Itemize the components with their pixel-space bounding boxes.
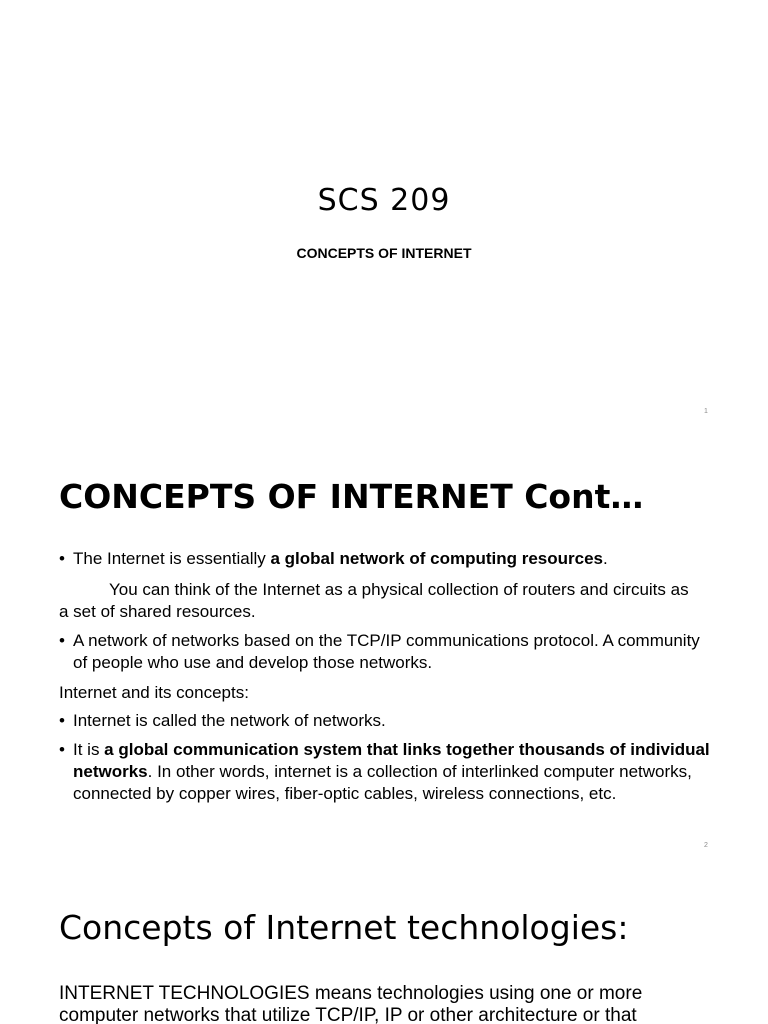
slide-3-body: INTERNET TECHNOLOGIES means technologies using one or more computer networks that utilize TCP/IP, IP or other architecture or that bbox=[59, 983, 643, 1024]
bullet-item-tcp-ip: • A network of networks based on the TCP/IP communications protocol. A community of people who use and develop those networks. bbox=[59, 630, 713, 674]
bullet-1-end: . bbox=[602, 549, 608, 568]
bullet-item-global-network bbox=[59, 548, 713, 570]
bullet-4-text: It is bbox=[73, 740, 105, 759]
slide-2-number: 2 bbox=[704, 842, 708, 849]
bullet-1-text: The Internet is essentially bbox=[73, 549, 271, 568]
paragraph-concepts-heading: Internet and its concepts: bbox=[59, 683, 249, 702]
slide-2-title: CONCEPTS OF INTERNET Cont… bbox=[59, 477, 644, 516]
bullet-4-bold-text: a global communication system that links together thousands of individual networks bbox=[73, 740, 710, 781]
slide-3 bbox=[0, 864, 768, 1024]
slide-1 bbox=[0, 0, 768, 432]
bullet-1-bold-text: a global network of computing resources bbox=[270, 549, 603, 568]
bullet-item-communication-system bbox=[59, 739, 713, 805]
slide-1-number: 1 bbox=[704, 408, 708, 415]
slide-1-subtitle: CONCEPTS OF INTERNET bbox=[296, 245, 472, 261]
bullet-item-network-of-networks: • Internet is called the network of networks. bbox=[59, 710, 713, 732]
paragraph-routers: You can think of the Internet as a physical collection of routers and circuits as a set of shared resources. bbox=[59, 580, 689, 621]
slide-3-title: Concepts of Internet technologies: bbox=[59, 908, 629, 947]
bullet-4-end: . In other words, internet is a collection of interlinked computer networks, connected by copper wires, fiber-optic cables, wireless connections, etc. bbox=[73, 762, 692, 803]
slide-2 bbox=[0, 432, 768, 864]
slide-1-title: SCS 209 bbox=[317, 183, 451, 218]
